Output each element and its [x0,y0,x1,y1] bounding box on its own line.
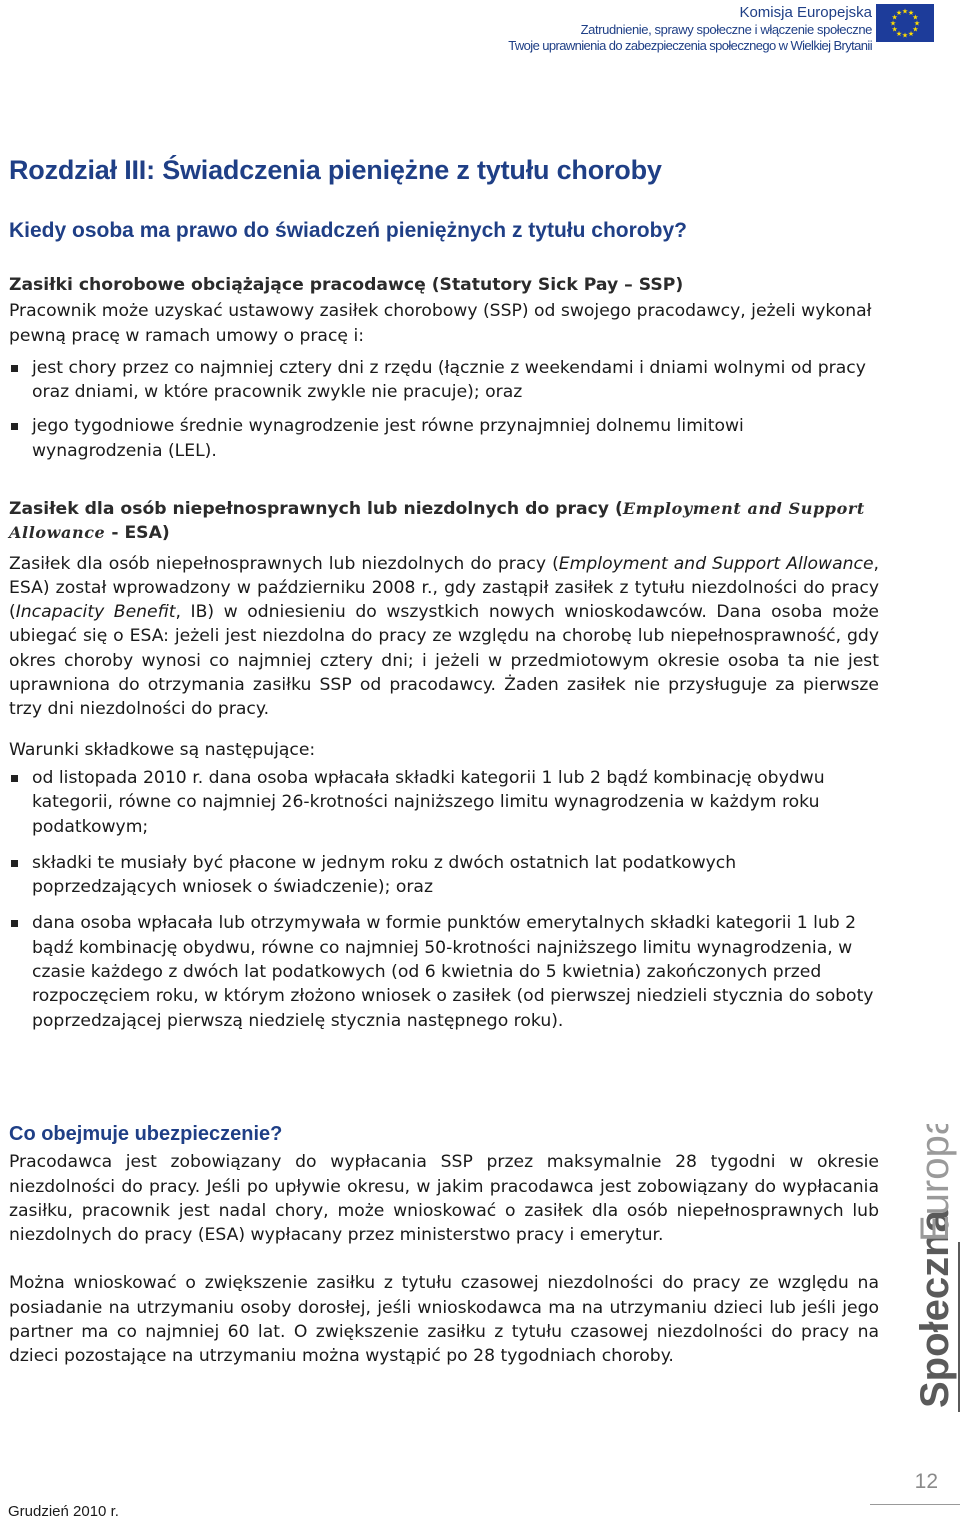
chapter-title: Rozdział III: Świadczenia pieniężne z tytułu choroby [9,155,662,185]
esa-heading-text: Zasiłek dla osób niepełnosprawnych lub niezdolnych do pracy ( [9,499,623,519]
eu-star-icon: ★ [912,13,919,22]
ssp-heading: Zasiłki chorobowe obciążające pracodawcę (Statutory Sick Pay – SSP) [9,275,684,295]
footer-date: Grudzień 2010 r. [8,1503,119,1520]
question-title-coverage: Co obejmuje ubezpieczenie? [9,1123,283,1145]
eu-star-icon: ★ [895,29,903,38]
eu-star-icon: ★ [891,13,898,22]
coverage-paragraph-2: Można wnioskować o zwiększenie zasiłku z tytułu czasowej niezdolności do pracy ze względu na posiadanie na utrzymaniu osoby dorosłej, jeśli wnioskodawca ma na utrzymaniu dzieci lub jeśli jego partner ma co najmniej 60 lat. O zwiększenie zasiłku z tytułu czasowej niezdolności do pracy na dzieci pozostające na utrzymaniu można wystąpić po 28 tygodniach choroby. [9,1273,879,1367]
eu-star-icon: ★ [912,25,919,34]
coverage-section [9,1122,879,1369]
coverage-paragraph-1: Pracodawca jest zobowiązany do wypłacania SSP przez maksymalnie 28 tygodni w okresie niezdolności do pracy. Jeśli po upływie okresu, w jakim pracodawca jest zobowiązany do wypłacania zasiłku, pracownik jest nadal chory, może wnioskować o zasiłek dla osób niepełnosprawnych lub niezdolnych do pracy (ESA) wypłacany przez ministerstwo pracy i emerytur. [9,1152,879,1246]
esa-text-english: Employment and Support Allowance [558,553,874,574]
esa-heading [9,497,879,546]
ssp-intro: Pracownik może uzyskać ustawowy zasiłek chorobowy (SSP) od swojego pracodawcy, jeżeli wykonał pewną pracę w ramach umowy o pracę i: [9,301,872,346]
esa-paragraph [9,552,879,722]
esa-text-a: Zasiłek dla osób niepełnosprawnych lub niezdolnych do pracy ( [9,553,559,574]
list-item: od listopada 2010 r. dana osoba wpłacała składki kategorii 1 lub 2 bądź kombinację obydwu kategorii, równe co najmniej 26-krotności najniższego limitu wynagrodzenia w każdym roku podatkowym; [9,766,879,839]
eu-star-icon: ★ [891,25,898,34]
document-header [508,4,872,54]
eu-star-icon: ★ [913,19,921,28]
list-item: jego tygodniowe średnie wynagrodzenie jest równe przynajmniej dolnemu limitowi wynagrodzenia (LEL). [9,414,879,463]
eu-star-icon: ★ [901,31,909,40]
esa-conditions-list [9,766,879,1033]
esa-heading-suffix: - ESA) [105,523,170,544]
page-number: 12 [914,1470,938,1493]
eu-star-icon: ★ [901,7,909,16]
brand-word-1: Społeczna [913,1210,957,1408]
eu-flag-logo [876,4,934,42]
page-number-divider [870,1504,960,1505]
header-doc-title: Twoje uprawnienia do zabezpieczenia społecznego w Wielkiej Brytanii [508,38,872,53]
question-title-entitlement: Kiedy osoba ma prawo do świadczeń pieniężnych z tytułu choroby? [9,219,687,242]
eu-star-icon: ★ [895,9,903,18]
eu-star-icon: ★ [907,29,915,38]
spoleczna-europa-logo [876,1124,960,1414]
esa-text-e: , IB) w odniesieniu do wszystkich nowych wnioskodawców. Dana osoba może ubiegać się o ESA: jeżeli jest niezdolna do pracy ze względu na chorobę lub niepełnosprawność, gdy okres choroby wynosi co najmniej cztery dni; i jeżeli w przedmiotowym okresie osoba ta nie jest uprawniona do otrzymania zasiłku SSP od pracodawcy. Żaden zasiłek nie przysługuje za pierwsze trzy dni niezdolności do pracy. [9,602,879,720]
eu-star-icon: ★ [889,19,897,28]
esa-text-ib: Incapacity Benefit [15,602,176,623]
list-item: jest chory przez co najmniej cztery dni z rzędu (łącznie z weekendami i dniami wolnymi od pracy oraz dniami, w które pracownik zwykle nie pracuje); oraz [9,356,879,405]
header-dg: Zatrudnienie, sprawy społeczne i włączenie społeczne [580,22,872,37]
brand-word-2: Europa [913,1124,957,1242]
list-item: składki te musiały być płacone w jednym roku z dwóch ostatnich lat podatkowych poprzedzających wniosek o świadczenie); oraz [9,851,879,900]
esa-heading-english: Employment and Support Allowance [9,499,865,543]
ssp-section [9,273,879,463]
eu-star-icon: ★ [907,9,915,18]
ssp-conditions-list [9,356,879,463]
conditions-intro: Warunki składkowe są następujące: [9,739,316,760]
list-item: dana osoba wpłacała lub otrzymywała w formie punktów emerytalnych składki kategorii 1 lub 2 bądź kombinację obydwu, równe co najmniej 50-krotności najniższego limitu wynagrodzenia, w czasie każdego z dwóch lat podatkowych (od 6 kwietnia do 5 kwietnia) zakończonych przed rozpoczęciem roku, w którym złożono wniosek o zasiłek (od pierwszej niedzieli stycznia do soboty poprzedzającej pierwszą niedzielę stycznia następnego roku). [9,911,879,1032]
esa-section [9,497,879,1033]
esa-text-c: , ESA) został wprowadzony w październiku 2008 r., gdy zastąpił zasiłek z tytułu niezdolności do pracy ( [9,553,879,623]
header-org: Komisja Europejska [739,4,872,21]
